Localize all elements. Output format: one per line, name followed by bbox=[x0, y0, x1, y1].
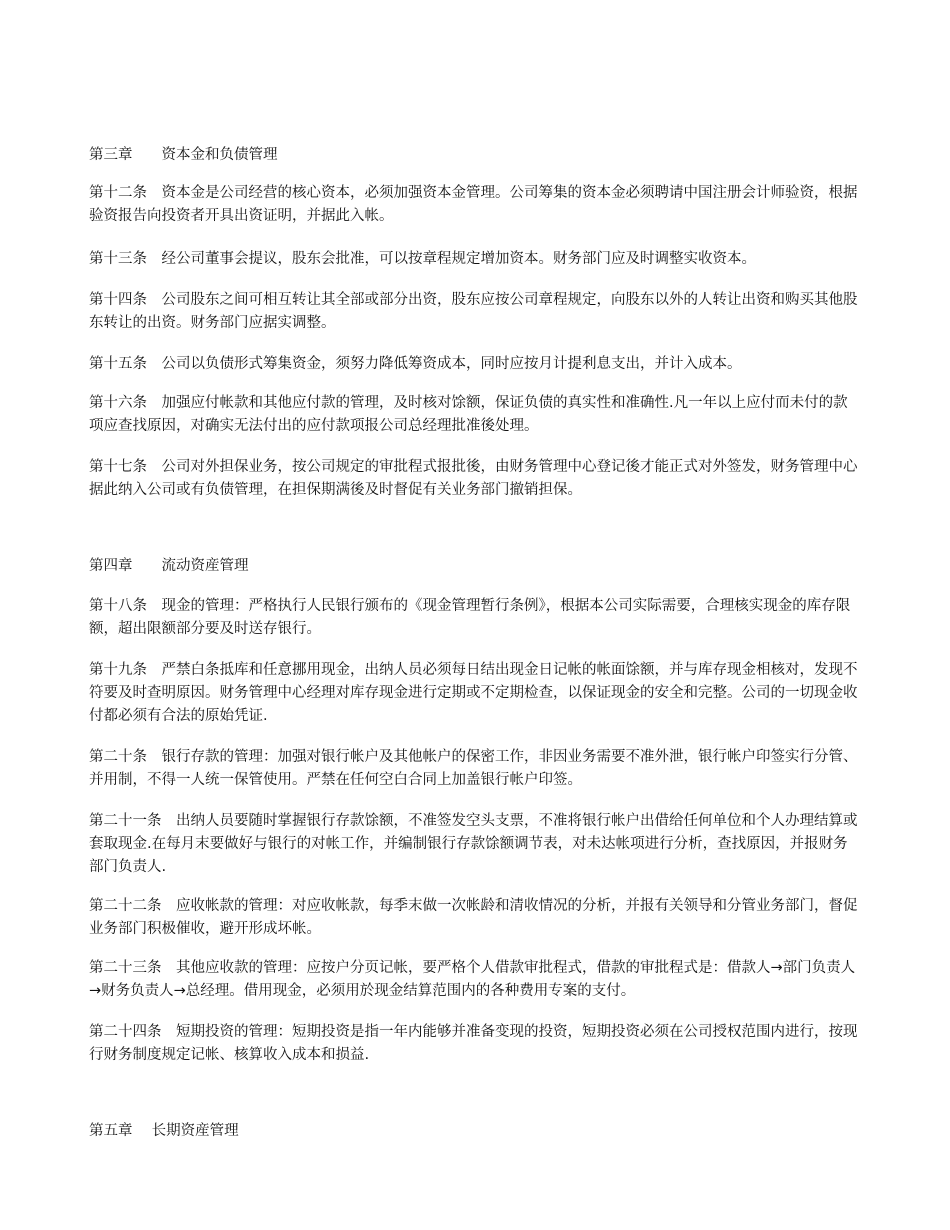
article-21: 第二十一条 出纳人员要随时掌握银行存款馀额，不准签发空头支票，不准将银行帐户出借给任何单位和个人办理结算或套取现金.在每月末要做好与银行的对帐工作，并编制银行存款馀额调节表，对未达帐项进行分析，查找原因，并报财务部门负责人. bbox=[89, 813, 858, 875]
article-13: 第十三条 经公司董事会提议，股东会批准，可以按章程规定增加资本。财务部门应及时调整实收资本。 bbox=[89, 251, 756, 267]
article-24: 第二十四条 短期投资的管理：短期投资是指一年内能够并准备变现的投资，短期投资必须在公司授权范围内进行，按现行财务制度规定记帐、核算收入成本和损益. bbox=[89, 1024, 858, 1063]
article-14: 第十四条 公司股东之间可相互转让其全部或部分出资，股东应按公司章程规定，向股东以外的人转让出资和购买其他股东转让的出资。财务部门应据实调整。 bbox=[89, 292, 858, 331]
article-12: 第十二条 资本金是公司经营的核心资本，必须加强资本金管理。公司筹集的资本金必须聘请中国注册会计师验资，根据验资报告向投资者开具出资证明，并据此入帐。 bbox=[89, 185, 858, 224]
article-19: 第十九条 严禁白条抵库和任意挪用现金，出纳人员必须每日结出现金日记帐的帐面馀额，并与库存现金相核对，发现不符要及时查明原因。财务管理中心经理对库存现金进行定期或不定期检查，以保证现金的安全和完整。公司的一切现金收付都必须有合法的原始凭证. bbox=[89, 662, 858, 724]
article-16: 第十六条 加强应付帐款和其他应付款的管理，及时核对馀额，保证负债的真实性和准确性.凡一年以上应付而未付的款项应查找原因，对确实无法付出的应付款项报公司总经理批准後处理。 bbox=[89, 395, 848, 434]
article-18: 第十八条 现金的管理：严格执行人民银行颁布的《现金管理暂行条例》，根据本公司实际需要，合理核实现金的库存限额，超出限额部分要及时送存银行。 bbox=[89, 598, 851, 637]
article-20: 第二十条 银行存款的管理：加强对银行帐户及其他帐户的保密工作，非因业务需要不准外泄，银行帐户印签实行分管、并用制，不得一人统一保管使用。严禁在任何空白合同上加盖银行帐户印签。 bbox=[89, 749, 858, 788]
chapter-5-heading: 第五章 长期资産管理 bbox=[89, 1123, 239, 1139]
chapter-3-heading: 第三章 资本金和负债管理 bbox=[89, 147, 278, 163]
article-23: 第二十三条 其他应收款的管理：应按户分页记帐，要严格个人借款审批程式，借款的审批程式是：借款人→部门负责人→财务负责人→总经理。借用现金，必须用於现金结算范围内的各种费用专案的支付。 bbox=[89, 960, 856, 999]
article-15: 第十五条 公司以负债形式筹集资金，须努力降低筹资成本，同时应按月计提利息支出，并计入成本。 bbox=[89, 356, 742, 372]
chapter-4-heading: 第四章 流动资産管理 bbox=[89, 558, 249, 574]
article-22: 第二十二条 应收帐款的管理：对应收帐款，每季末做一次帐龄和清收情况的分析，并报有关领导和分管业务部门，督促业务部门积极催收，避开形成坏帐。 bbox=[89, 898, 858, 937]
article-17: 第十七条 公司对外担保业务，按公司规定的审批程式报批後，由财务管理中心登记後才能正式对外签发，财务管理中心据此纳入公司或有负债管理，在担保期满後及时督促有关业务部门撤销担保。 bbox=[89, 459, 858, 498]
